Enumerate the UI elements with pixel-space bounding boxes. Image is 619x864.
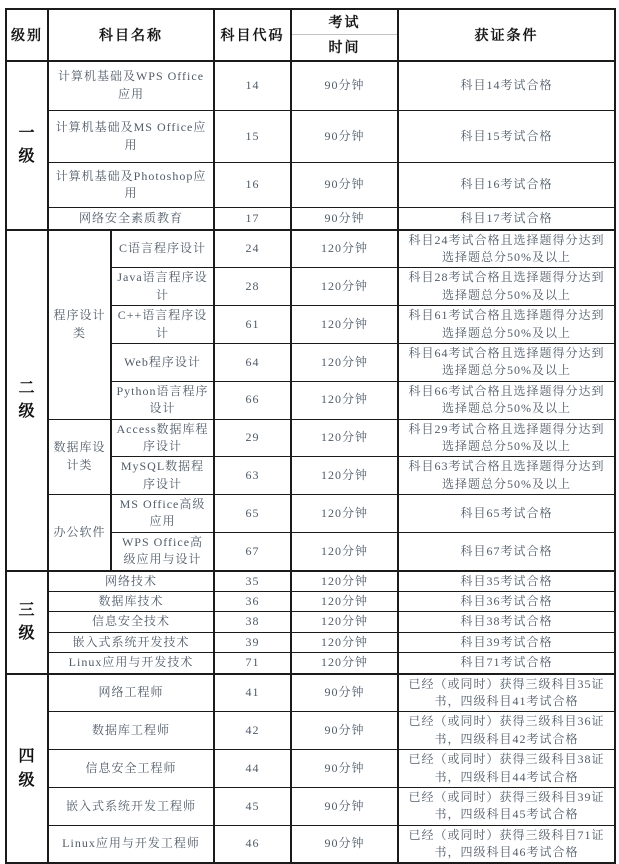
code-cell: 39 xyxy=(214,632,291,652)
subject-cell: Python语言程序设计 xyxy=(111,381,214,419)
level-cell: 一级 xyxy=(6,61,48,230)
time-cell: 120分钟 xyxy=(291,571,398,592)
condition-cell: 已经（或同时）获得三级科目36证书，四级科目42考试合格 xyxy=(398,712,615,750)
condition-cell: 科目63考试合格且选择题得分达到选择题总分50%及以上 xyxy=(398,457,615,495)
condition-cell: 科目64考试合格且选择题得分达到选择题总分50%及以上 xyxy=(398,343,615,381)
header-subject-code: 科目代码 xyxy=(214,9,291,61)
table-row xyxy=(6,208,615,230)
table-row xyxy=(6,612,615,632)
time-cell: 120分钟 xyxy=(291,612,398,632)
code-cell: 15 xyxy=(214,111,291,163)
condition-cell: 科目66考试合格且选择题得分达到选择题总分50%及以上 xyxy=(398,381,615,419)
table-row xyxy=(6,495,615,533)
subject-cell: Java语言程序设计 xyxy=(111,268,214,306)
condition-cell: 科目61考试合格且选择题得分达到选择题总分50%及以上 xyxy=(398,306,615,344)
subject-cell: 网络工程师 xyxy=(48,674,214,712)
table-row xyxy=(6,571,615,592)
condition-cell: 科目67考试合格 xyxy=(398,532,615,570)
table-row xyxy=(6,163,615,208)
category-cell: 程序设计类 xyxy=(48,230,111,419)
level-cell: 三级 xyxy=(6,571,48,674)
condition-cell: 科目16考试合格 xyxy=(398,163,615,208)
time-cell: 120分钟 xyxy=(291,343,398,381)
time-cell: 90分钟 xyxy=(291,208,398,230)
condition-cell: 科目39考试合格 xyxy=(398,632,615,652)
code-cell: 14 xyxy=(214,61,291,111)
level-cell: 四级 xyxy=(6,674,48,864)
time-cell: 120分钟 xyxy=(291,306,398,344)
ncre-subjects-table xyxy=(5,8,616,864)
code-cell: 46 xyxy=(214,825,291,863)
time-cell: 90分钟 xyxy=(291,163,398,208)
subject-cell: C语言程序设计 xyxy=(111,230,214,268)
time-cell: 120分钟 xyxy=(291,457,398,495)
table-row xyxy=(6,750,615,788)
time-cell: 120分钟 xyxy=(291,495,398,533)
table-row xyxy=(6,787,615,825)
subject-cell: 信息安全技术 xyxy=(48,612,214,632)
subject-cell: 网络技术 xyxy=(48,571,214,592)
code-cell: 42 xyxy=(214,712,291,750)
code-cell: 71 xyxy=(214,653,291,674)
subject-cell: 嵌入式系统开发工程师 xyxy=(48,787,214,825)
subject-cell: 网络安全素质教育 xyxy=(48,208,214,230)
code-cell: 16 xyxy=(214,163,291,208)
subject-cell: 计算机基础及MS Office应用 xyxy=(48,111,214,163)
time-cell: 120分钟 xyxy=(291,653,398,674)
table-row xyxy=(6,632,615,652)
subject-cell: MySQL数据程序设计 xyxy=(111,457,214,495)
code-cell: 35 xyxy=(214,571,291,592)
subject-cell: 嵌入式系统开发技术 xyxy=(48,632,214,652)
code-cell: 44 xyxy=(214,750,291,788)
code-cell: 66 xyxy=(214,381,291,419)
table-row xyxy=(6,111,615,163)
condition-cell: 科目15考试合格 xyxy=(398,111,615,163)
condition-cell: 科目24考试合格且选择题得分达到选择题总分50%及以上 xyxy=(398,230,615,268)
time-cell: 120分钟 xyxy=(291,230,398,268)
subject-cell: 计算机基础及WPS Office应用 xyxy=(48,61,214,111)
condition-cell: 科目28考试合格且选择题得分达到选择题总分50%及以上 xyxy=(398,268,615,306)
subject-cell: Web程序设计 xyxy=(111,343,214,381)
condition-cell: 科目17考试合格 xyxy=(398,208,615,230)
condition-cell: 科目35考试合格 xyxy=(398,571,615,592)
subject-cell: 数据库技术 xyxy=(48,592,214,612)
table-header-row xyxy=(6,9,615,61)
time-cell: 120分钟 xyxy=(291,592,398,612)
time-cell: 120分钟 xyxy=(291,381,398,419)
header-exam-time-line2: 时间 xyxy=(292,34,397,59)
header-exam-time xyxy=(291,9,398,61)
subject-cell: Linux应用与开发工程师 xyxy=(48,825,214,863)
condition-cell: 科目29考试合格且选择题得分达到选择题总分50%及以上 xyxy=(398,419,615,457)
table-row xyxy=(6,674,615,712)
code-cell: 24 xyxy=(214,230,291,268)
subject-cell: 计算机基础及Photoshop应用 xyxy=(48,163,214,208)
condition-cell: 已经（或同时）获得三级科目71证书，四级科目46考试合格 xyxy=(398,825,615,863)
code-cell: 28 xyxy=(214,268,291,306)
table-row xyxy=(6,825,615,863)
code-cell: 67 xyxy=(214,532,291,570)
code-cell: 65 xyxy=(214,495,291,533)
table-row xyxy=(6,61,615,111)
code-cell: 36 xyxy=(214,592,291,612)
subject-cell: Linux应用与开发技术 xyxy=(48,653,214,674)
time-cell: 90分钟 xyxy=(291,750,398,788)
condition-cell: 科目14考试合格 xyxy=(398,61,615,111)
table-row xyxy=(6,653,615,674)
table-row xyxy=(6,419,615,457)
time-cell: 120分钟 xyxy=(291,632,398,652)
time-cell: 90分钟 xyxy=(291,61,398,111)
level-cell: 二级 xyxy=(6,230,48,571)
time-cell: 90分钟 xyxy=(291,825,398,863)
subject-cell: MS Office高级应用 xyxy=(111,495,214,533)
time-cell: 120分钟 xyxy=(291,268,398,306)
condition-cell: 科目36考试合格 xyxy=(398,592,615,612)
table-row xyxy=(6,592,615,612)
code-cell: 41 xyxy=(214,674,291,712)
code-cell: 17 xyxy=(214,208,291,230)
condition-cell: 已经（或同时）获得三级科目39证书，四级科目45考试合格 xyxy=(398,787,615,825)
header-exam-time-line1: 考试 xyxy=(328,14,361,30)
subject-cell: 信息安全工程师 xyxy=(48,750,214,788)
condition-cell: 科目38考试合格 xyxy=(398,612,615,632)
header-subject-name: 科目名称 xyxy=(48,9,214,61)
time-cell: 90分钟 xyxy=(291,674,398,712)
time-cell: 90分钟 xyxy=(291,712,398,750)
condition-cell: 已经（或同时）获得三级科目35证书，四级科目41考试合格 xyxy=(398,674,615,712)
code-cell: 64 xyxy=(214,343,291,381)
condition-cell: 科目71考试合格 xyxy=(398,653,615,674)
category-cell: 数据库设计类 xyxy=(48,419,111,495)
subject-cell: WPS Office高级应用与设计 xyxy=(111,532,214,570)
condition-cell: 科目65考试合格 xyxy=(398,495,615,533)
code-cell: 61 xyxy=(214,306,291,344)
category-cell: 办公软件 xyxy=(48,495,111,571)
table-row xyxy=(6,712,615,750)
time-cell: 90分钟 xyxy=(291,787,398,825)
time-cell: 120分钟 xyxy=(291,419,398,457)
header-condition: 获证条件 xyxy=(398,9,615,61)
time-cell: 120分钟 xyxy=(291,532,398,570)
condition-cell: 已经（或同时）获得三级科目38证书，四级科目44考试合格 xyxy=(398,750,615,788)
subject-cell: 数据库工程师 xyxy=(48,712,214,750)
code-cell: 38 xyxy=(214,612,291,632)
subject-cell: Access数据库程序设计 xyxy=(111,419,214,457)
header-level: 级别 xyxy=(6,9,48,61)
table-row xyxy=(6,230,615,268)
time-cell: 90分钟 xyxy=(291,111,398,163)
code-cell: 45 xyxy=(214,787,291,825)
code-cell: 29 xyxy=(214,419,291,457)
code-cell: 63 xyxy=(214,457,291,495)
subject-cell: C++语言程序设计 xyxy=(111,306,214,344)
